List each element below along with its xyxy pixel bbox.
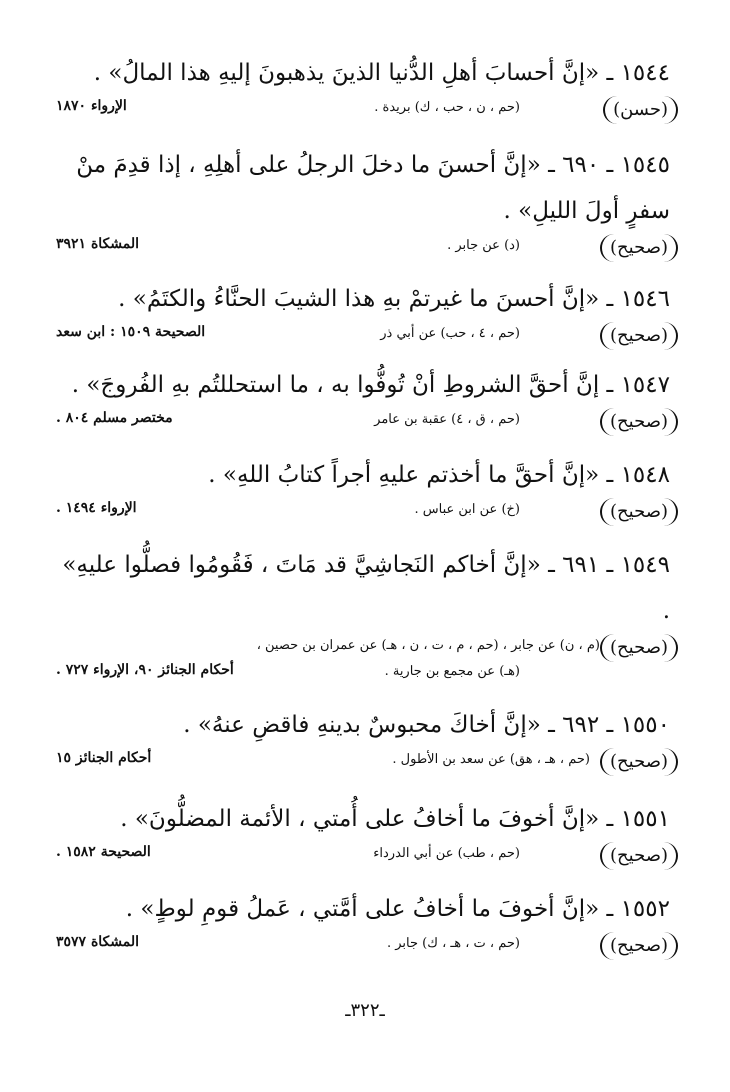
takhrij-line <box>56 932 670 966</box>
hadith-text: ١٥٥٢ ـ «إنَّ أخوفَ ما أخافُ على أمَّتي ، عَملُ قومِ لوطٍ» . <box>125 896 670 922</box>
hadith-text: ١٥٥٠ ـ ٦٩٢ ـ «إنَّ أخاكَ محبوسٌ بدينهِ فاقضِ عنهُ» . <box>183 712 670 738</box>
takhrij-line <box>56 96 670 130</box>
takhrij-line <box>56 408 670 442</box>
reference-text: أحكام الجنائز ٩٠، الإرواء ٧٢٧ . <box>56 662 234 678</box>
sources-text: (د) عن جابر . <box>447 238 520 253</box>
hadith-entry <box>56 796 670 876</box>
sources-text: (حم ، هـ ، هق) عن سعد بن الأطول . <box>392 752 590 767</box>
hadith-entry <box>56 452 670 532</box>
hadith-text: ١٥٤٩ ـ ٦٩١ ـ «إنَّ أخاكم النَجاشِيَّ قد مَاتَ ، فَقُومُوا فصلُّوا عليهِ» . <box>62 552 670 624</box>
hadith-entry <box>56 276 670 356</box>
grade-label: (صحيح) <box>600 322 678 350</box>
sources-text: (حم ، طب) عن أبي الدرداء <box>373 846 520 861</box>
sources-text: (حم ، ت ، هـ ، ك) جابر . <box>386 936 520 951</box>
grade-label: (حسن) <box>603 96 678 124</box>
sources-text: (حم ، ق ، ٤) عقبة بن عامر <box>374 412 520 427</box>
hadith-entry <box>56 50 670 130</box>
takhrij-line <box>56 498 670 532</box>
reference-text: الإرواء ١٨٧٠ <box>56 98 127 114</box>
takhrij-line <box>56 234 670 268</box>
sources-text: (حم ، ن ، حب ، ك) بريدة . <box>374 100 520 115</box>
hadith-entry <box>56 362 670 442</box>
grade-label: (صحيح) <box>600 634 678 662</box>
sources-text: (خ) عن ابن عباس . <box>414 502 520 517</box>
grade-label: (صحيح) <box>600 498 678 526</box>
reference-text: أحكام الجنائز ١٥ <box>56 750 152 766</box>
takhrij-line <box>56 634 670 694</box>
hadith-entry <box>56 542 670 694</box>
sources-text: (م ، ن) عن جابر ، (حم ، م ، ت ، ن ، هـ) عن عمران بن حصين ، <box>256 638 600 653</box>
hadith-text: ١٥٤٦ ـ «إنَّ أحسنَ ما غيرتمْ بهِ هذا الشيبَ الحنَّاءُ والكتَمُ» . <box>118 286 670 312</box>
grade-label: (صحيح) <box>600 932 678 960</box>
reference-text: مختصر مسلم ٨٠٤ . <box>56 410 173 426</box>
grade-label: (صحيح) <box>600 234 678 262</box>
page-number: ـ٣٢٢ـ <box>345 1000 385 1021</box>
hadith-entry <box>56 142 670 268</box>
takhrij-line <box>56 842 670 876</box>
reference-text: المشكاة ٣٥٧٧ <box>56 934 140 950</box>
reference-text: المشكاة ٣٩٢١ <box>56 236 140 252</box>
hadith-entry <box>56 886 670 966</box>
sources-text-continued: (هـ) عن مجمع بن جارية . <box>384 664 520 679</box>
takhrij-line <box>56 748 670 782</box>
grade-label: (صحيح) <box>600 408 678 436</box>
hadith-text: ١٥٤٥ ـ ٦٩٠ ـ «إنَّ أحسنَ ما دخلَ الرجلُ على أهلِهِ ، إذا قدِمَ منْ سفرٍ أولَ الليلِ» . <box>76 152 670 224</box>
reference-text: الإرواء ١٤٩٤ . <box>56 500 137 516</box>
hadith-text: ١٥٤٨ ـ «إنَّ أحقَّ ما أخذتم عليهِ أجراً كتابُ اللهِ» . <box>208 462 670 488</box>
hadith-text: ١٥٤٤ ـ «إنَّ أحسابَ أهلِ الدُّنيا الذينَ يذهبونَ إليهِ هذا المالُ» . <box>93 60 670 86</box>
sources-text: (حم ، ٤ ، حب) عن أبي ذر <box>380 326 520 341</box>
reference-text: الصحيحة ١٥٠٩ : ابن سعد <box>56 324 206 340</box>
hadith-text: ١٥٥١ ـ «إنَّ أخوفَ ما أخافُ على أُمتي ، الأئمة المضلُّونَ» . <box>120 806 670 832</box>
takhrij-line <box>56 322 670 356</box>
grade-label: (صحيح) <box>600 748 678 776</box>
hadith-entry <box>56 702 670 782</box>
hadith-text: ١٥٤٧ ـ إنَّ أحقَّ الشروطِ أنْ تُوفُّوا به ، ما استحللتُم بهِ الفُروجَ» . <box>71 372 670 398</box>
grade-label: (صحيح) <box>600 842 678 870</box>
reference-text: الصحيحة ١٥٨٢ . <box>56 844 151 860</box>
